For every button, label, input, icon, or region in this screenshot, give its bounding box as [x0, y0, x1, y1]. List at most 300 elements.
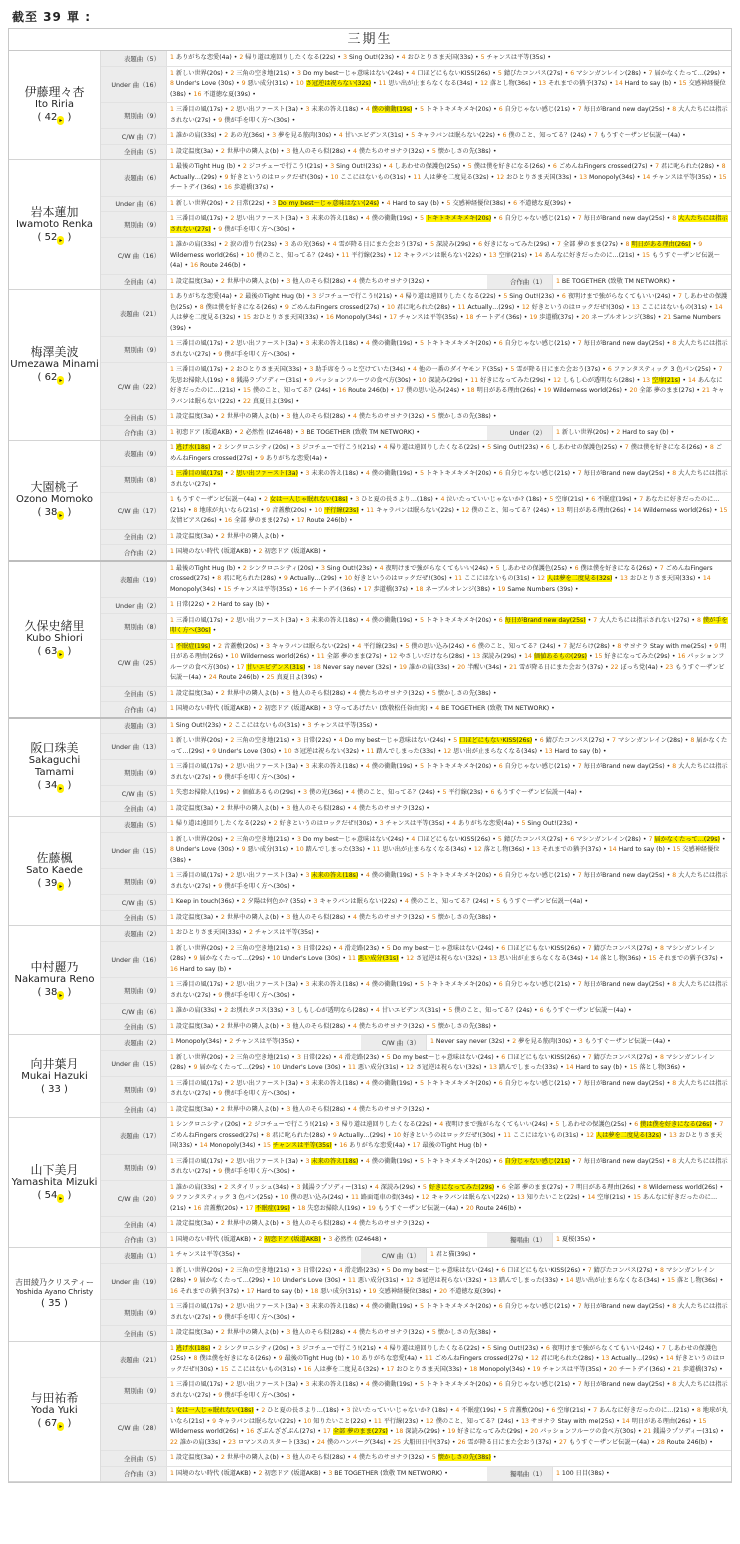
song-index: 2 [230, 1053, 237, 1061]
song-title: 口ほどにもないKISS(26s) [417, 835, 491, 843]
song-title: もうすぐ～ザンビ伝説～(4a) [377, 1204, 459, 1212]
song-title: 大人たちには指示されない(27s) [170, 872, 728, 890]
song-category-label: 表題曲（2） [101, 1035, 167, 1050]
song-index: 17 [246, 1287, 257, 1295]
song-index: 9 [218, 350, 225, 358]
song-index: 9 [212, 747, 218, 755]
song-title: 人は夢を二度見る(32s) [313, 1365, 379, 1373]
song-title: 失恋お掃除人(19s) [175, 789, 229, 796]
song-index: 4 [332, 241, 339, 248]
song-title: パッションフルーツの食べ方(30s) [540, 1428, 636, 1435]
song-index: 6 [634, 1121, 641, 1128]
song-index: 10 [246, 251, 257, 259]
song-list: 1 逃げ水(18s) • 2 シンクロニシティ(20s) • 3 ジコチューで行こう!(21s) • 4 帰り道は遠回りしたくなる(22s) • 5 Sing Out!(23s) • 6 しあわせの保護色(25s) • 7 僕は僕を好きになる(26s) • 8 ごめんねFingers crossed(27s) • 9 ありがちな恋愛(4a) • [170, 444, 723, 462]
song-index: 5 [431, 689, 438, 697]
song-title: 明日がある理由(26s) [476, 387, 536, 394]
song-index: 14 [665, 1355, 676, 1362]
song-index: 1 [170, 548, 176, 555]
member-name-cell [9, 1342, 101, 1482]
song-title: 帰り道は遠回りしたくなる(22s) [175, 820, 267, 827]
song-title: Hard to say (b) [622, 428, 669, 436]
song-title: それまでの猶予(37s) [658, 955, 718, 962]
song-title: 不道徳な夏(39s) [203, 90, 251, 98]
song-index: 4 [352, 804, 359, 812]
song-index: 2 [230, 737, 237, 744]
song-title: マシンガンレイン(28s) [576, 835, 641, 843]
song-category-cell [101, 614, 731, 639]
song-index: 3 [305, 1157, 312, 1165]
song-index: 7 [624, 444, 631, 451]
song-category-cell [101, 530, 731, 545]
song-title: 夜明けまで強がらなくてもいい(24s) [445, 1121, 548, 1128]
song-index: 6 [545, 444, 552, 451]
song-index: 16 [193, 1204, 204, 1212]
song-title: 思い出が止まらなくなる(34s) [498, 955, 583, 962]
song-category-label: C/W 曲（5） [101, 895, 167, 910]
song-list: 1 ありがちな恋愛(4a) • 2 帰り道は遠回りしたくなる(22s) • 3 Sing Out!(23s) • 4 おひとりさま天国(33s) • 5 チャンスは平等(35s) • [170, 54, 551, 61]
song-index: 14 [642, 173, 653, 181]
song-index: 14 [590, 955, 601, 962]
song-index: 1 [170, 1121, 176, 1128]
song-index: 1 [170, 1079, 176, 1087]
song-index: 3 [296, 1344, 303, 1352]
song-title: もうすぐ～ザンビ伝説～(4a) [496, 789, 577, 796]
song-index: 1 [170, 1454, 176, 1461]
song-category-cell [101, 1155, 731, 1180]
song-category-label: Under（2） [487, 426, 553, 441]
song-title: 国境のない時代 (坂道AKB) [175, 705, 251, 712]
song-index: 13 [601, 1355, 612, 1362]
song-index: 24 [317, 1438, 327, 1446]
member-name-jp: 向井葉月 [30, 1056, 79, 1071]
member-name-cell [9, 562, 101, 717]
song-category-label: 表題曲（21） [101, 290, 167, 336]
song-index: 8 [672, 981, 679, 988]
song-title: Keep in touch(36s) [175, 898, 235, 905]
song-category-label: Under 曲（6） [101, 197, 167, 212]
song-index: 15 [718, 173, 727, 181]
song-index: 1 [170, 532, 176, 540]
song-category-row [101, 1451, 731, 1467]
song-index: 2 [220, 1105, 227, 1113]
song-title: Actually…(29s) [611, 1355, 659, 1362]
song-index: 4 [365, 1079, 372, 1087]
song-category-row [101, 1404, 731, 1451]
song-category-row [101, 869, 731, 895]
song-title: 僕は僕を好きになる(26s) [580, 564, 653, 572]
song-category-label: 表題曲（3） [101, 719, 167, 734]
song-index: 2 [230, 1157, 237, 1165]
song-title: チャンスは平等(35s) [399, 314, 458, 321]
song-index: 10 [295, 846, 306, 853]
song-title: 全部 夢のまま(27s) [639, 387, 695, 394]
song-title: スタイリッシュ(34s) [230, 1183, 289, 1191]
song-category-label: 獨唱曲（1） [487, 1467, 553, 1482]
song-title: 世界中の隣人よ(b) [226, 532, 279, 540]
song-title: 新しい世界(20s) [175, 69, 223, 77]
song-category-cell [101, 160, 731, 196]
song-title: 日常(22s) [302, 1266, 332, 1274]
song-index: 4 [365, 340, 372, 347]
song-index: 12 [461, 506, 472, 514]
member-name-cell [9, 1035, 101, 1117]
song-title: Same Numbers (39s) [170, 314, 721, 332]
song-index: 1 [170, 1303, 176, 1310]
song-index: 4 [365, 763, 372, 770]
song-index: 2 [239, 428, 246, 436]
song-category-label: C/W 曲（6） [101, 1004, 167, 1019]
song-title: もうすぐ～ザンビ伝説～(4a) [502, 898, 583, 905]
song-index: 3 [272, 199, 279, 207]
song-title: 全部 夢のまま(27s) [332, 1428, 388, 1435]
song-index: 19 [543, 387, 554, 394]
song-category-row [101, 562, 731, 599]
song-title: 人は夢を二度見る(32s) [170, 314, 236, 321]
song-index: 9 [260, 454, 266, 462]
song-title: 雪が降る日にまた会おう(37s) [516, 366, 601, 373]
song-category-label: 期別曲（9） [101, 760, 167, 785]
song-category-row [101, 410, 731, 426]
song-title: ファンタスティック 3 色パン(25s) [175, 1194, 273, 1201]
song-title: 自分じゃない感じ(21s) [504, 340, 571, 347]
song-title: 世界中の隣人よ(b) [226, 1454, 279, 1461]
song-index: 21 [509, 663, 520, 671]
member-name-cell [9, 441, 101, 560]
song-index: 11 [503, 1131, 514, 1139]
song-index: 13 [516, 1194, 527, 1201]
song-list: 1 設定温度(3a) • 2 世界中の隣人よ(b) • 3 他人のそら似(28s) • 4 僕たちのサヨナラ(32s) • 5 懐かしさの先(38s) • [170, 1454, 497, 1461]
song-index: 4 [388, 163, 395, 170]
song-index: 14 [565, 1064, 576, 1071]
member-song-count: ( 67 ▸ ) [37, 1418, 72, 1431]
song-list: 1 誰かの肩(33s) • 2 あの光(36s) • 3 夢を見る筋肉(30s) • 4 甘いエビデンス(31s) • 5 キャラバンは眠らない(22s) • 6 僕のこと、知ってる？(24s) • 7 もうすぐ～ザンビ伝説～(4a) • [170, 132, 686, 139]
song-index: 4 [439, 1121, 446, 1128]
song-category-label: 合作曲（3） [101, 426, 167, 441]
song-index: 4 [352, 413, 359, 420]
song-index: 5 [503, 293, 510, 300]
song-title: 大人たちには指示されない(27s) [170, 763, 728, 781]
song-index: 7 [587, 944, 594, 952]
song-index: 1 [170, 721, 176, 729]
song-title: 三角の空き地(21s) [236, 835, 290, 843]
song-index: 10 [330, 173, 341, 181]
song-index: 1 [170, 913, 176, 921]
song-title: 誰かの肩(33s) [175, 1183, 217, 1191]
member-name-jp: 与田祐希 [30, 1391, 79, 1406]
song-index: 11 [348, 1277, 358, 1284]
song-title: 好きというのはロックだぜ!(30s) [354, 575, 447, 582]
song-title: 世界中の隣人よ(b) [226, 147, 279, 155]
song-title: サヨナラ Stay with me(25s) [623, 642, 707, 650]
song-title: チートデイ(36s) [618, 1365, 666, 1373]
song-index: 13 [538, 80, 549, 87]
member-block [9, 51, 731, 160]
member-block [9, 817, 731, 926]
member-name-cell [9, 926, 101, 1034]
song-title: Never say never (32s) [435, 1038, 505, 1045]
song-title: 三角の空き地(21s) [236, 737, 290, 744]
song-category-row [101, 493, 731, 530]
song-category-cell [101, 467, 731, 492]
song-title: 不道徳な夏(39s) [448, 1287, 496, 1295]
song-index: 4 [338, 1266, 345, 1274]
song-category-row [101, 1233, 731, 1248]
song-title: 世界中の隣人よ(b) [226, 1105, 279, 1113]
song-title: 半醒い(34s) [467, 663, 502, 671]
song-index: 1 [170, 898, 176, 905]
song-title: 逃げ水(18s) [175, 444, 211, 451]
song-index: 15 [633, 1194, 643, 1201]
song-index: 3 [286, 1454, 293, 1461]
song-index: 2 [228, 721, 235, 729]
song-index: 5 [442, 789, 449, 796]
song-index: 7 [593, 616, 600, 624]
song-title: 新しい世界(20s) [561, 428, 609, 436]
song-title: 大人たちには指示されない(27s) [599, 616, 690, 624]
song-index: 2 [239, 54, 246, 61]
song-index: 2 [236, 789, 243, 796]
song-index: 1 [170, 616, 176, 624]
song-index: 6 [570, 69, 577, 77]
song-title: 自分じゃない感じ(21s) [504, 872, 571, 879]
song-index: 25 [393, 1438, 404, 1446]
song-title: 設定温度(3a) [175, 532, 214, 540]
song-title: 他人のそら似(28s) [292, 1022, 346, 1030]
song-list: 1 設定温度(3a) • 2 世界中の隣人よ(b) • 3 他人のそら似(28s) • 4 僕たちのサヨナラ(32s) • 5 懐かしさの先(38s) • [170, 1329, 497, 1336]
song-title: 三番目の風(17s) [175, 106, 223, 113]
song-index: 9 [193, 955, 200, 962]
song-list: 1 国境のない時代 (坂道AKB) • 2 初恋ドア (坂道AKB) • [170, 548, 327, 555]
song-title: 君に叱られた(28s) [396, 303, 450, 311]
song-category-label: 期別曲（9） [101, 869, 167, 894]
song-title: 夜明けまで強がらなくてもいい(24s) [551, 1344, 655, 1352]
member-block [9, 719, 731, 818]
song-index: 9 [218, 882, 225, 890]
song-index: 16 [339, 1142, 350, 1149]
song-category-label: 合作曲（3） [101, 1467, 167, 1482]
song-category-cell [101, 719, 731, 734]
highlight-marker-icon: ▸ [59, 377, 63, 384]
song-title: 懐かしさの先(38s) [437, 147, 491, 155]
song-index: 11 [341, 251, 352, 259]
song-title: マシンガンレイン(28s) [617, 737, 683, 744]
member-name-jp: 山下美月 [30, 1162, 79, 1177]
song-title: Hard to say (b) [256, 1287, 303, 1295]
song-index: 4 [352, 147, 359, 155]
song-title: ひと夏の長さより…(18s) [267, 1407, 339, 1414]
song-title: 好きになってみた(29s) [483, 241, 550, 248]
song-title: しあわせの保護色(25s) [170, 1344, 718, 1362]
song-index: 2 [218, 444, 224, 451]
song-title: 僕の思い込み(24s) [411, 642, 465, 650]
song-title: 毎日がBrand new day(25s) [583, 1157, 665, 1165]
member-name-en: Ito Riria [35, 99, 74, 110]
song-index: 11 [351, 1194, 361, 1201]
song-title: Monopoly(34s) [209, 1142, 256, 1149]
song-index: 3 [286, 1105, 293, 1113]
song-title: チャンスは平等(35s) [175, 1251, 235, 1258]
song-list: 1 おひとりさま天国(33s) • 2 チャンスは平等(35s) • [170, 929, 320, 936]
song-title: 三番目の風(17s) [175, 1079, 223, 1087]
song-title: Hard to say (b) [392, 199, 439, 207]
song-title: 平行線(23s) [383, 1417, 419, 1425]
song-index: 5 [495, 564, 502, 572]
song-title: 必然性 (IZ4648) [334, 1235, 382, 1243]
song-title: 人は夢を二度見る(32s) [595, 1131, 662, 1139]
song-title: 僕たちのサヨナラ(32s) [358, 689, 425, 697]
song-title: 甘いエビデンス(31s) [246, 663, 306, 671]
song-category-row [101, 942, 731, 979]
song-index: 7 [577, 106, 584, 113]
song-index: 21 [672, 1365, 683, 1373]
song-title: BE TOGETHER (致敬 TM NETWORK) [334, 1469, 443, 1477]
song-title: 深読み(29s) [428, 376, 463, 384]
song-category-row [101, 1264, 731, 1301]
song-title: ありがちな恋愛(4a) [175, 54, 232, 61]
song-index: 7 [577, 1303, 584, 1310]
song-list: 1 帰り道は遠回りしたくなる(22s) • 2 好きというのはロックだぜ!(30s) • 3 チャンスは平等(35s) • 4 ありがちな恋愛(4a) • 5 Sing Out!(23s) • [170, 820, 579, 827]
highlight-marker-icon: ▸ [59, 1423, 63, 1431]
song-title: キャラバンは眠らない(22s) [271, 642, 350, 650]
song-title: 甘いエビデンス(31s) [381, 1007, 441, 1014]
song-index: 22 [243, 397, 253, 405]
song-title: 世界中の隣人よ(b) [226, 1220, 279, 1227]
member-song-count: ( 52 ▸ ) [37, 231, 72, 244]
song-index: 1 [170, 1381, 176, 1388]
song-title: 僕が手を叩く方へ(30s) [224, 1391, 290, 1399]
song-index: 7 [718, 366, 723, 373]
song-title: 深読み(29s) [435, 241, 471, 248]
song-category-cell [101, 363, 731, 409]
song-list: 1 誰かの肩(33s) • 2 お別れタコス(33s) • 3 しもし心が透明なら(28s) • 4 甘いエビデンス(31s) • 5 僕のこと、知ってる？(24s) • 6 もうすぐ～ザンビ伝説～(4a) • [170, 1007, 632, 1014]
song-title: 音蓋敷(20s) [272, 506, 307, 514]
song-title: ここにはないもの(31s) [641, 303, 708, 311]
song-index: 2 [230, 470, 237, 477]
song-title: 三番目の風(17s) [175, 340, 223, 347]
song-title: ざぶんざざぶん(27s) [256, 1428, 316, 1435]
song-title: チートデイ(36s) [475, 314, 522, 321]
song-index: 14 [524, 653, 534, 660]
song-index: 8 [643, 1183, 649, 1191]
member-name-cell [9, 51, 101, 159]
highlight-marker-icon: ▸ [59, 651, 63, 658]
song-title: 懐かしさの先(38s) [437, 913, 491, 921]
song-index: 11 [424, 1355, 435, 1362]
song-index: 13 [631, 303, 642, 311]
song-title: キャラバンは眠らない(22s) [218, 1417, 296, 1425]
song-category-label: C/W 曲（5） [101, 786, 167, 801]
song-index: 15 [678, 80, 689, 87]
song-index: 4 [365, 872, 372, 879]
song-index: 4 [338, 737, 345, 744]
song-title: 三番目の風(17s) [175, 1303, 223, 1310]
song-index: 2 [242, 564, 249, 572]
song-list: 1 新しい世界(20s) • 2 三角の空き地(21s) • 3 日常(22s) • 4 Do my best～じゃ意味はない(24s) • 5 口ほどにもないKISS(26s) • 6 錆びたコンパス(27s) • 7 マシンガンレイン(28s) • 8 届かなくたって…(29s) • 9 Under's Love (30s) • 10 さ冠逆は祝らない(32s) • 11 踏んでしまった(33s) • 12 思い出が止まらなくなる(34s) • 13 Hard to say (b) • [170, 737, 728, 755]
song-index: 8 [672, 1079, 679, 1087]
song-list: 1 新しい世界(20s) • 2 三角の空き地(21s) • 3 Do my best～じゃ意味はない(24s) • 4 口ほどにもないKISS(26s) • 5 錆びたコンパス(27s) • 6 マシンガンレイン(28s) • 7 届かなくたって…(29s) • 8 Under's Love (30s) • 9 悪い成分(31s) • 10 踏んでしまった(33s) • 11 思い出が止まらなくなる(34s) • 12 落とし物(36s) • 13 それまでの猶予(37s) • 14 Hard to say (b) • 15 交感神経優位(38s) • [170, 835, 726, 864]
song-title: Under's Love (30s) [282, 955, 341, 962]
song-index: 5 [497, 69, 504, 77]
song-index: 3 [330, 163, 337, 170]
song-index: 13 [489, 1064, 499, 1071]
song-title: 悪い成分(31s) [357, 1277, 399, 1284]
song-index: 11 [454, 575, 465, 582]
song-category-label: 表題曲（21） [101, 1342, 167, 1378]
song-title: 真夏日よ(39s) [276, 674, 318, 681]
song-list: 1 夏桜(35s) • [556, 1235, 596, 1243]
song-title: 僕たちのサヨナラ(32s) [358, 1105, 425, 1113]
song-title: 他人のそら似(28s) [292, 689, 346, 697]
song-index: 8 [193, 1355, 200, 1362]
song-title: 自分じゃない感じ(21s) [504, 470, 571, 477]
song-index: 2 [229, 1038, 236, 1045]
song-title: マシンガンレイン(28s) [170, 944, 715, 962]
song-title: 三番目の風(17s) [175, 470, 223, 477]
song-index: 10 [393, 1131, 404, 1139]
song-title: 日常(22s) [302, 1053, 332, 1061]
member-song-count-value: 38 [44, 507, 58, 519]
song-index: 6 [539, 1007, 546, 1014]
song-index: 2 [239, 293, 246, 300]
song-title: もうすぐ～ザンビ伝説～(4a) [584, 1038, 666, 1045]
song-category-cell [101, 1077, 731, 1102]
song-index: 19 [497, 585, 508, 593]
song-index: 2 [264, 496, 270, 503]
song-title: Sing Out!(23s) [509, 293, 555, 300]
song-index: 6 [498, 981, 505, 988]
song-title: 君と猫(39s) [435, 1251, 471, 1258]
song-title: 世界中の隣人よ(b) [226, 1022, 279, 1030]
song-title: 大人たちには指示されない(27s) [170, 1157, 728, 1175]
song-title: Hard to say (b) [554, 747, 601, 755]
song-category-row [101, 817, 731, 833]
song-title: 明日がある理由(26s) [576, 1183, 636, 1191]
song-title: チャンスは平等(35s) [272, 1142, 332, 1149]
song-index: 17 [396, 387, 407, 394]
song-index: 11 [413, 173, 424, 181]
song-title: 価値あるもの(29s) [533, 653, 587, 660]
song-category-cell [101, 687, 731, 702]
song-index: 5 [453, 737, 460, 744]
song-title: おひとりさま天国(33s) [629, 575, 696, 582]
song-index: 1 [170, 1407, 176, 1414]
song-title: Hard to say (b) [618, 846, 665, 853]
song-category-cell [487, 1233, 731, 1248]
song-title: おひとりさま天国(33s) [236, 366, 302, 373]
song-index: 2 [230, 1303, 237, 1310]
song-title: チャンスは平等(35s) [486, 54, 546, 61]
song-title: 未来の答え(18s) [311, 1079, 359, 1087]
song-index: 16 [299, 585, 310, 593]
song-index: 3 [328, 1235, 335, 1243]
song-title: Do my best～じゃ意味はない(24s) [392, 1053, 494, 1061]
song-list: 1 国境のない時代 (坂道AKB) • 2 初恋ドア (坂道AKB) • 3 BE TOGETHER (致敬 TM NETWORK) • [170, 1469, 448, 1477]
song-list: 1 Never say never (32s) • 2 夢を見る筋肉(30s) • 3 もうすぐ～ザンビ伝説～(4a) • [430, 1038, 671, 1045]
song-index: 8 [660, 1053, 666, 1061]
song-title: おひとりさま天国(33s) [407, 54, 473, 61]
song-category-label: 全員曲（4） [101, 802, 167, 817]
song-list: 1 三番目の風(17s) • 2 思い出ファースト(3a) • 3 未来の答え(18s) • 4 僕の衝動(19s) • 5 トキトキメキメキ(20s) • 6 自分じゃない感じ(21s) • 7 毎日がBrand new day(25s) • 8 大人たちには指示されない(27s) • 9 僕が手を叩く方へ(30s) • [170, 215, 728, 233]
song-title: 誰かの肩(33s) [408, 663, 450, 671]
song-index: 2 [230, 366, 237, 373]
song-category-label: 全員曲（5） [101, 1451, 167, 1466]
member-song-count: ( 38 ▸ ) [37, 987, 72, 999]
song-index: 15 [672, 846, 683, 853]
song-title: しあわせの保護色(25s) [551, 444, 618, 451]
song-list: 1 最後のTight Hug (b) • 2 ジコチューで行こう!(21s) • 3 Sing Out!(23s) • 4 しあわせの保護色(25s) • 5 僕は僕を好きになる(26s) • 6 ごめんねFingers crossed(27s) • 7 君に叱られた(28s) • 8 Actually…(29s) • 9 好きというのはロックだぜ!(30s) • 10 ここにはないもの(31s) • 11 人は夢を二度見る(32s) • 12 おひとりさま天国(33s) • 13 Monopoly(34s) • 14 チャンスは平等(35s) • 15 チートデイ(36s) • 16 歩道橋(37s) • [170, 163, 727, 191]
song-index: 20 [465, 1204, 476, 1212]
song-index: 3 [328, 705, 335, 712]
